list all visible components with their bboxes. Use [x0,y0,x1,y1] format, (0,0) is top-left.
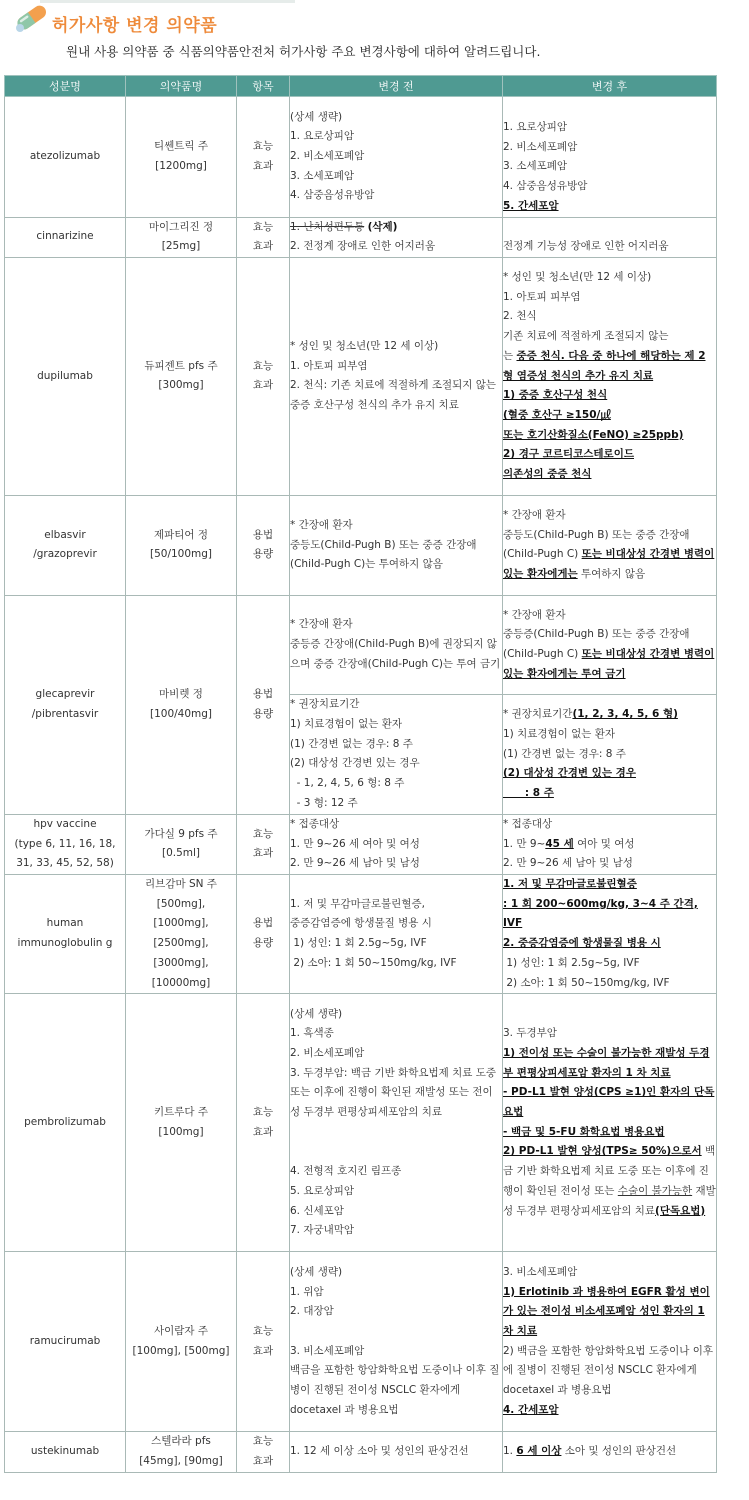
col-header-drug: 의약품명 [126,76,237,97]
after-cell: * 간장애 환자 중등증(Child-Pugh B) 또는 중증 간장애(Child-Pugh C) 또는 비대상성 간경변 병력이 있는 환자에게는 투여 금기 [503,595,717,694]
col-header-after: 변경 후 [503,76,717,97]
drug-cell: 티쎈트릭 주 [1200mg] [126,97,237,218]
drug-cell: 사이람자 주 [100mg], [500mg] [126,1252,237,1432]
table-row [5,1432,717,1472]
table-row [5,1252,717,1432]
item-cell: 효능 효과 [237,97,290,218]
drug-cell: 리브감마 SN 주 [500mg], [1000mg], [2500mg], [3000mg], [10000mg] [126,875,237,994]
col-header-item: 항목 [237,76,290,97]
ingredient-cell: ustekinumab [5,1432,126,1472]
table-row [5,495,717,595]
ingredient-cell: elbasvir /grazoprevir [5,495,126,595]
drug-cell: 가다실 9 pfs 주 [0.5ml] [126,814,237,874]
page-subtitle: 원내 사용 의약품 중 식품의약품안전처 허가사항 주요 변경사항에 대하여 알려드립니다. [66,44,541,59]
top-accent-line [40,0,295,3]
ingredient-cell: dupilumab [5,257,126,495]
changes-table [4,75,717,1473]
before-cell: * 성인 및 청소년(만 12 세 이상) 1. 아토피 피부염 2. 천식: 기존 치료에 적절하게 조절되지 않는 중증 호산구성 천식의 추가 유지 치료 [290,257,503,495]
drug-cell: 마이그리진 정 [25mg] [126,217,237,257]
before-cell: * 간장애 환자 중등도(Child-Pugh B) 또는 중증 간장애(Child-Pugh C)는 투여하지 않음 [290,495,503,595]
after-cell: 1. 요로상피암 2. 비소세포폐암 3. 소세포폐암 4. 삼중음성유방암 5. 간세포암 [503,97,717,218]
ingredient-cell: atezolizumab [5,97,126,218]
before-cell: * 권장치료기간 1) 치료경험이 없는 환자 (1) 간경변 없는 경우: 8 주 (2) 대상성 간경변 있는 경우 - 1, 2, 4, 5, 6 형: 8 주 - 3 형: 12 주 [290,694,503,814]
after-cell: * 권장치료기간(1, 2, 3, 4, 5, 6 형) 1) 치료경험이 없는 환자 (1) 간경변 없는 경우: 8 주 (2) 대상성 간경변 있는 경우 : 8 주 [503,694,717,814]
table-row [5,595,717,694]
before-cell: * 접종대상 1. 만 9~26 세 여아 및 여성 2. 만 9~26 세 남아 및 남성 [290,814,503,874]
drug-cell: 제파티어 정 [50/100mg] [126,495,237,595]
before-cell: (상세 생략) 1. 요로상피암 2. 비소세포폐암 3. 소세포폐암 4. 삼중음성유방암 [290,97,503,218]
table-header-row [5,76,717,97]
before-cell: 1. 저 및 무감마글로불린혈증, 중증감염증에 항생물질 병용 시 1) 성인: 1 회 2.5g~5g, IVF 2) 소아: 1 회 50~150mg/kg, IVF [290,875,503,994]
before-cell: * 간장애 환자 중등증 간장애(Child-Pugh B)에 권장되지 않으며 중증 간장애(Child-Pugh C)는 투여 금기 [290,595,503,694]
item-cell: 효능 효과 [237,1252,290,1432]
item-cell: 효능 효과 [237,1432,290,1472]
drug-cell: 듀피젠트 pfs 주 [300mg] [126,257,237,495]
drug-cell: 마비렛 정 [100/40mg] [126,595,237,814]
col-header-before: 변경 전 [290,76,503,97]
table-row [5,814,717,874]
after-cell: 3. 비소세포폐암 1) Erlotinib 과 병용하여 EGFR 활성 변이가 있는 전이성 비소세포폐암 성인 환자의 1 차 치료 2) 백금을 포함한 항암화학요법 도중이나 이후에 질병이 진행된 전이성 NSCLC 환자에게 docetaxel 과 병용요법 4. 간세포암 [503,1252,717,1432]
before-cell: (상세 생략) 1. 위암 2. 대장암 3. 비소세포폐암 백금을 포함한 항암화학요법 도중이나 이후 질병이 진행된 전이성 NSCLC 환자에게 docetaxel 과 병용요법 [290,1252,503,1432]
drug-cell: 키트루다 주 [100mg] [126,994,237,1252]
table-row [5,257,717,495]
ingredient-cell: ramucirumab [5,1252,126,1432]
item-cell: 용법 용량 [237,595,290,814]
capsule-pill-icon [12,2,52,34]
ingredient-cell: cinnarizine [5,217,126,257]
table-row [5,97,717,218]
page-title: 허가사항 변경 의약품 [52,16,218,36]
after-cell: 1. 6 세 이상 소아 및 성인의 판상건선 [503,1432,717,1472]
before-cell: (상세 생략) 1. 흑색종 2. 비소세포폐암 3. 두경부암: 백금 기반 화학요법제 치료 도중 또는 이후에 진행이 확인된 재발성 또는 전이성 두경부 편평상피세포암의 치료 4. 전형적 호지킨 림프종 5. 요로상피암 6. 신세포암 7. 자궁내막암 [290,994,503,1252]
col-header-ingredient: 성분명 [5,76,126,97]
item-cell: 용법 용량 [237,875,290,994]
after-cell: * 간장애 환자 중등도(Child-Pugh B) 또는 중증 간장애(Child-Pugh C) 또는 비대상성 간경변 병력이 있는 환자에게는 투여하지 않음 [503,495,717,595]
ingredient-cell: pembrolizumab [5,994,126,1252]
ingredient-cell: hpv vaccine (type 6, 11, 16, 18, 31, 33, 45, 52, 58) [5,814,126,874]
table-row [5,217,717,257]
item-cell: 효능 효과 [237,814,290,874]
item-cell: 효능 효과 [237,217,290,257]
ingredient-cell: human immunoglobulin g [5,875,126,994]
item-cell: 효능 효과 [237,257,290,495]
after-cell: * 접종대상 1. 만 9~45 세 여아 및 여성 2. 만 9~26 세 남아 및 남성 [503,814,717,874]
drug-cell: 스텔라라 pfs [45mg], [90mg] [126,1432,237,1472]
item-cell: 용법 용량 [237,495,290,595]
after-cell: 전정계 기능성 장애로 인한 어지러움 [503,217,717,257]
table-row [5,994,717,1252]
before-cell: 1. 12 세 이상 소아 및 성인의 판상건선 [290,1432,503,1472]
item-cell: 효능 효과 [237,994,290,1252]
after-cell: * 성인 및 청소년(만 12 세 이상) 1. 아토피 피부염 2. 천식 기존 치료에 적절하게 조절되지 않는 는 중증 천식. 다음 중 하나에 해당하는 제 2 형 염증성 천식의 추가 유지 치료 1) 중증 호산구성 천식 (혈중 호산구 ≥150/㎕ 또는 호기산화질소(FeNO) ≥25ppb) 2) 경구 코르티코스테로이드 의존성의 중증 천식 [503,257,717,495]
table-row [5,875,717,994]
before-cell: 1. 난치성편두통 (삭제) 2. 전정계 장애로 인한 어지러움 [290,217,503,257]
ingredient-cell: glecaprevir /pibrentasvir [5,595,126,814]
after-cell: 3. 두경부암 1) 전이성 또는 수술이 불가능한 재발성 두경부 편평상피세포암 환자의 1 차 치료 - PD-L1 발현 양성(CPS ≥1)인 환자의 단독요법 - 백금 및 5-FU 화학요법 병용요법 2) PD-L1 발현 양성(TPS≥ 50%)으로서 백금 기반 화학요법제 치료 도중 또는 이후에 진행이 확인된 전이성 또는 수술이 불가능한 재발성 두경부 편평상피세포암의 치료(단독요법) [503,994,717,1252]
after-cell: 1. 저 및 무감마글로불린혈증 : 1 회 200~600mg/kg, 3~4 주 간격, IVF 2. 중증감염증에 항생물질 병용 시 1) 성인: 1 회 2.5g~5g, IVF 2) 소아: 1 회 50~150mg/kg, IVF [503,875,717,994]
